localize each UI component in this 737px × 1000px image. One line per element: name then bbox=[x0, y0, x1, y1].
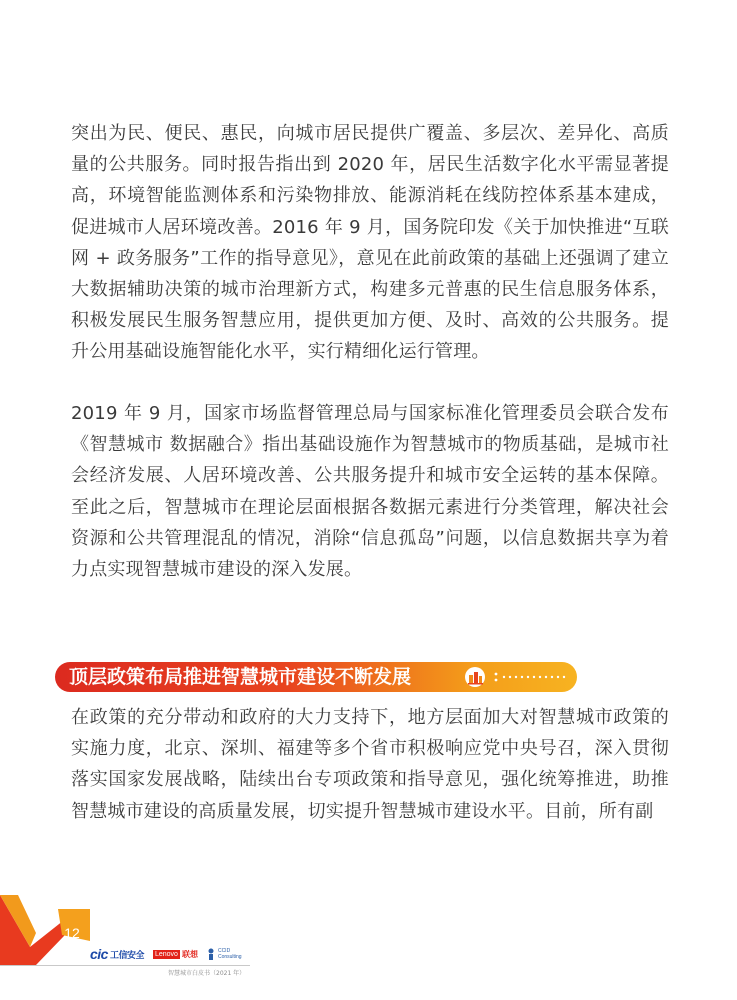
body-paragraph-1: 突出为民、便民、惠民，向城市居民提供广覆盖、多层次、差异化、高质量的公共服务。同时报告指出到 2020 年，居民生活数字化水平需显著提高，环境智能监测体系和污染物排放、能源消耗在线防控体系基本建成，促进城市人居环境改善。2016 年 9 月，国务院印发《关于加快推进“互联网 + 政务服务”工作的指导意见》，意见在此前政策的基础上还强调了建立大数据辅助决策的城市治理新方式，构建多元普惠的民生信息服务体系，积极发展民生服务智慧应用，提供更加方便、及时、高效的公共服务。提升公用基础设施智能化水平，实行精细化运行管理。 bbox=[71, 123, 669, 363]
ccid-logo-line1: CCID bbox=[217, 948, 231, 954]
building-icon bbox=[464, 666, 486, 688]
decorative-dots bbox=[492, 670, 572, 684]
page-number: 12 bbox=[64, 925, 80, 941]
ccid-logo bbox=[207, 948, 242, 960]
lenovo-logo-mark: Lenovo bbox=[154, 950, 178, 958]
footer-logos bbox=[90, 946, 242, 962]
body-paragraph-3: 在政策的充分带动和政府的大力支持下，地方层面加大对智慧城市政策的实施力度，北京、深圳、福建等多个省市积极响应党中央号召，深入贯彻落实国家发展战略，陆续出台专项政策和指导意见，强化统筹推进，助推智慧城市建设的高质量发展，切实提升智慧城市建设水平。目前，所有副 bbox=[71, 707, 669, 822]
footer-caption: 智慧城市白皮书（2021 年） bbox=[168, 970, 246, 977]
body-paragraph-2: 2019 年 9 月，国家市场监督管理总局与国家标准化管理委员会联合发布《智慧城市 数据融合》指出基础设施作为智慧城市的物质基础，是城市社会经济发展、人居环境改善、公共服务提升和城市安全运转的基本保障。至此之后，智慧城市在理论层面根据各数据元素进行分类管理，解决社会资源和公共管理混乱的情况，消除“信息孤岛”问题，以信息数据共享为着力点实现智慧城市建设的深入发展。 bbox=[71, 403, 669, 581]
footer-divider bbox=[0, 965, 250, 966]
lenovo-logo bbox=[153, 949, 198, 960]
cic-logo bbox=[90, 946, 144, 962]
lenovo-logo-text: 联想 bbox=[181, 949, 198, 959]
section-heading-title: 顶层政策布局推进智慧城市建设不断发展 bbox=[69, 666, 412, 688]
ccid-logo-line2: Consulting bbox=[217, 954, 242, 960]
ccid-logo-icon bbox=[207, 948, 215, 960]
cic-logo-text: 工信安全 bbox=[109, 949, 144, 960]
section-heading-banner bbox=[55, 662, 577, 692]
cic-logo-mark: cic bbox=[90, 946, 108, 962]
